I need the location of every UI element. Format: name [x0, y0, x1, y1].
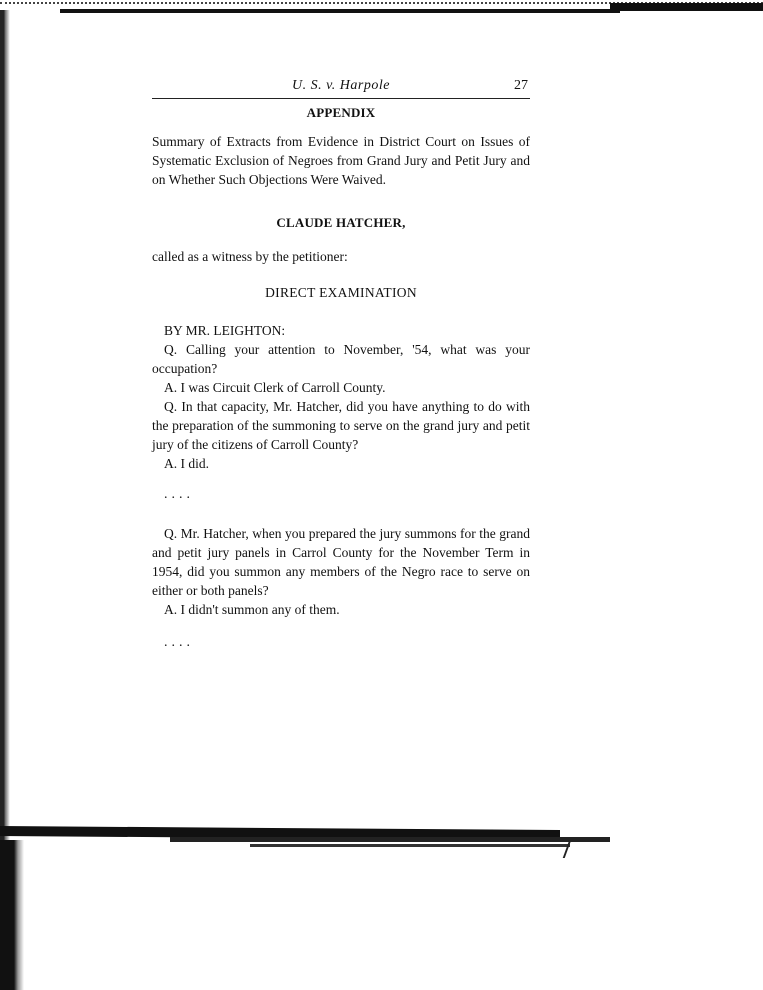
question-2: Q. In that capacity, Mr. Hatcher, did you have anything to do with the preparation of the summoning to serve on the grand jury and petit jury of the citizens of Carroll County? [152, 399, 530, 452]
answer-3: A. I didn't summon any of them. [164, 602, 340, 617]
document-page [152, 76, 530, 652]
appendix-heading: APPENDIX [306, 105, 376, 120]
examiner-line: BY MR. LEIGHTON: [164, 323, 286, 338]
omission-ellipsis: .... [164, 487, 194, 502]
page-number: 27 [514, 78, 528, 93]
question-3: Q. Mr. Hatcher, when you prepared the jury summons for the grand and petit jury panels in Carrol County for the November Term in 1954, did you summon any members of the Negro race to serve on either or both panels? [152, 526, 530, 598]
answer-2: A. I did. [164, 456, 209, 471]
examination-title: DIRECT EXAMINATION [265, 285, 417, 300]
omission-ellipsis: .... [164, 635, 194, 650]
fold-band [170, 837, 610, 842]
scan-corner-shadow [610, 3, 763, 11]
running-head [152, 76, 530, 99]
fold-hook [553, 840, 572, 858]
summary-paragraph: Summary of Extracts from Evidence in District Court on Issues of Systematic Exclusion of Negroes from Grand Jury and Petit Jury and on Whether Such Objections Were Waived. [152, 134, 530, 187]
scan-top-shadow [60, 9, 620, 13]
scan-top-border [0, 0, 763, 22]
answer-1: A. I was Circuit Clerk of Carroll County. [164, 380, 386, 395]
scan-left-edge-lower [0, 840, 24, 990]
witness-name: CLAUDE HATCHER, [276, 215, 406, 230]
running-head-title: U. S. v. Harpole [292, 78, 390, 93]
page-fold-shadow [0, 826, 612, 856]
called-line: called as a witness by the petitioner: [152, 249, 348, 264]
fold-band [250, 844, 570, 847]
question-1: Q. Calling your attention to November, '54, what was your occupation? [152, 342, 530, 376]
